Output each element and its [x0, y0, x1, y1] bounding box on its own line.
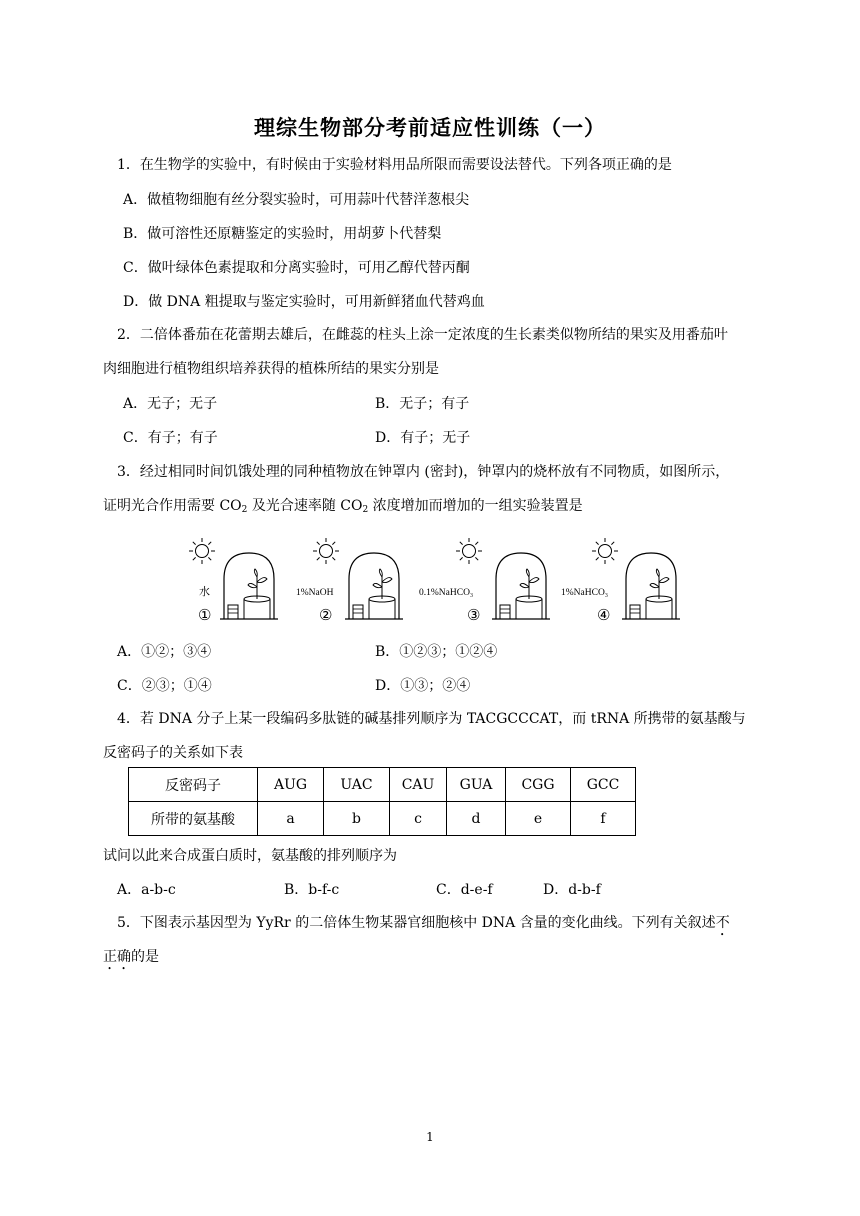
bell-jar-icon	[345, 553, 403, 619]
page-number: 1	[426, 1130, 434, 1144]
q5-emphasis-not: 不	[715, 915, 730, 931]
table-row	[129, 802, 636, 836]
q3-option-d: D．①③；②④	[375, 678, 471, 694]
q3-option-c: C．②③；①④	[117, 678, 212, 694]
q1-option-d: D．做 DNA 粗提取与鉴定实验时，可用新鲜猪血代替鸡血	[123, 294, 485, 310]
q3-option-b: B．①②③；①②④	[375, 644, 498, 660]
fig-number-2: ②	[319, 608, 333, 624]
q3-stem-line2	[103, 495, 583, 515]
q3-stem-part1: 证明光合作用需要 CO	[103, 498, 242, 514]
q1-option-a: A．做植物细胞有丝分裂实验时，可用蒜叶代替洋葱根尖	[123, 192, 470, 208]
q5-stem-line2	[103, 946, 159, 973]
table-cell: d	[447, 802, 506, 836]
bell-jar-icon	[622, 553, 680, 619]
table-cell: GUA	[447, 768, 506, 802]
q1-option-c: C．做叶绿体色素提取和分离实验时，可用乙醇代替丙酮	[123, 260, 470, 276]
q4-option-a: A．a-b-c	[117, 882, 176, 898]
q4-option-c: C．d-e-f	[436, 882, 493, 898]
q5-emphasis-correct: 正确	[103, 949, 131, 965]
sun-icon	[313, 538, 339, 564]
fig-label-4: 1%NaHCO₃	[561, 588, 609, 598]
q4-stem-line1: 4．若 DNA 分子上某一段编码多肽链的碱基排列顺序为 TACGCCCAT，而 tRNA 所携带的氨基酸与	[117, 711, 746, 727]
fig-number-4: ④	[597, 608, 611, 624]
q3-stem-part3: 浓度增加而增加的一组实验装置是	[368, 498, 583, 514]
q5-stem-part2: 的是	[131, 949, 159, 965]
q2-stem-line1: 2．二倍体番茄在花蕾期去雄后，在雌蕊的柱头上涂一定浓度的生长素类似物所结的果实及用番茄叶	[117, 327, 728, 343]
q2-option-c: C．有子；有子	[123, 430, 218, 446]
sun-icon	[189, 538, 215, 564]
q1-stem: 1．在生物学的实验中，有时候由于实验材料用品所限而需要设法替代。下列各项正确的是	[117, 157, 672, 173]
q3-subscript-2b: 2	[362, 505, 369, 515]
table-cell: AUG	[258, 768, 324, 802]
q3-subscript-2: 2	[241, 505, 248, 515]
table-cell: a	[258, 802, 324, 836]
fig-label-2: 1%NaOH	[296, 588, 334, 598]
table-cell: e	[506, 802, 571, 836]
table-row	[129, 768, 636, 802]
q4-stem-line2: 反密码子的关系如下表	[103, 745, 243, 761]
table-cell: GCC	[571, 768, 636, 802]
fig-label-1: 水	[199, 586, 210, 598]
q5-stem-line1	[117, 912, 730, 939]
table-cell: CAU	[390, 768, 447, 802]
anticodon-table	[128, 767, 636, 836]
table-row-header: 所带的氨基酸	[129, 802, 258, 836]
q3-option-a: A．①②；③④	[117, 644, 212, 660]
q3-stem-part2: 及光合速率随 CO	[247, 498, 363, 514]
q5-stem-part1: 5．下图表示基因型为 YyRr 的二倍体生物某器官细胞核中 DNA 含量的变化曲线。下列有关叙述	[117, 915, 716, 931]
table-cell: c	[390, 802, 447, 836]
q2-option-b: B．无子；有子	[375, 396, 470, 412]
q4-option-b: B．b-f-c	[284, 882, 340, 898]
q3-stem-line1: 3．经过相同时间饥饿处理的同种植物放在钟罩内 (密封)，钟罩内的烧杯放有不同物质，如图所示，	[117, 464, 730, 480]
table-cell: CGG	[506, 768, 571, 802]
bell-jar-experiment-figure	[180, 533, 680, 625]
table-cell: b	[324, 802, 390, 836]
bell-jar-icon	[492, 553, 550, 619]
bell-jar-icon	[220, 553, 278, 619]
q4-after-table: 试问以此来合成蛋白质时，氨基酸的排列顺序为	[103, 848, 397, 864]
table-cell: UAC	[324, 768, 390, 802]
q2-option-a: A．无子；无子	[123, 396, 218, 412]
fig-number-1: ①	[198, 608, 212, 624]
page-title: 理综生物部分考前适应性训练（一）	[254, 116, 606, 140]
fig-number-3: ③	[467, 608, 481, 624]
sun-icon	[592, 538, 618, 564]
q2-stem-line2: 肉细胞进行植物组织培养获得的植株所结的果实分别是	[103, 361, 439, 377]
sun-icon	[456, 538, 482, 564]
q1-option-b: B．做可溶性还原糖鉴定的实验时，用胡萝卜代替梨	[123, 226, 442, 242]
fig-label-3: 0.1%NaHCO₃	[419, 588, 474, 598]
table-row-header: 反密码子	[129, 768, 258, 802]
q4-option-d: D．d-b-f	[543, 882, 601, 898]
q2-option-d: D．有子；无子	[375, 430, 471, 446]
table-cell: f	[571, 802, 636, 836]
